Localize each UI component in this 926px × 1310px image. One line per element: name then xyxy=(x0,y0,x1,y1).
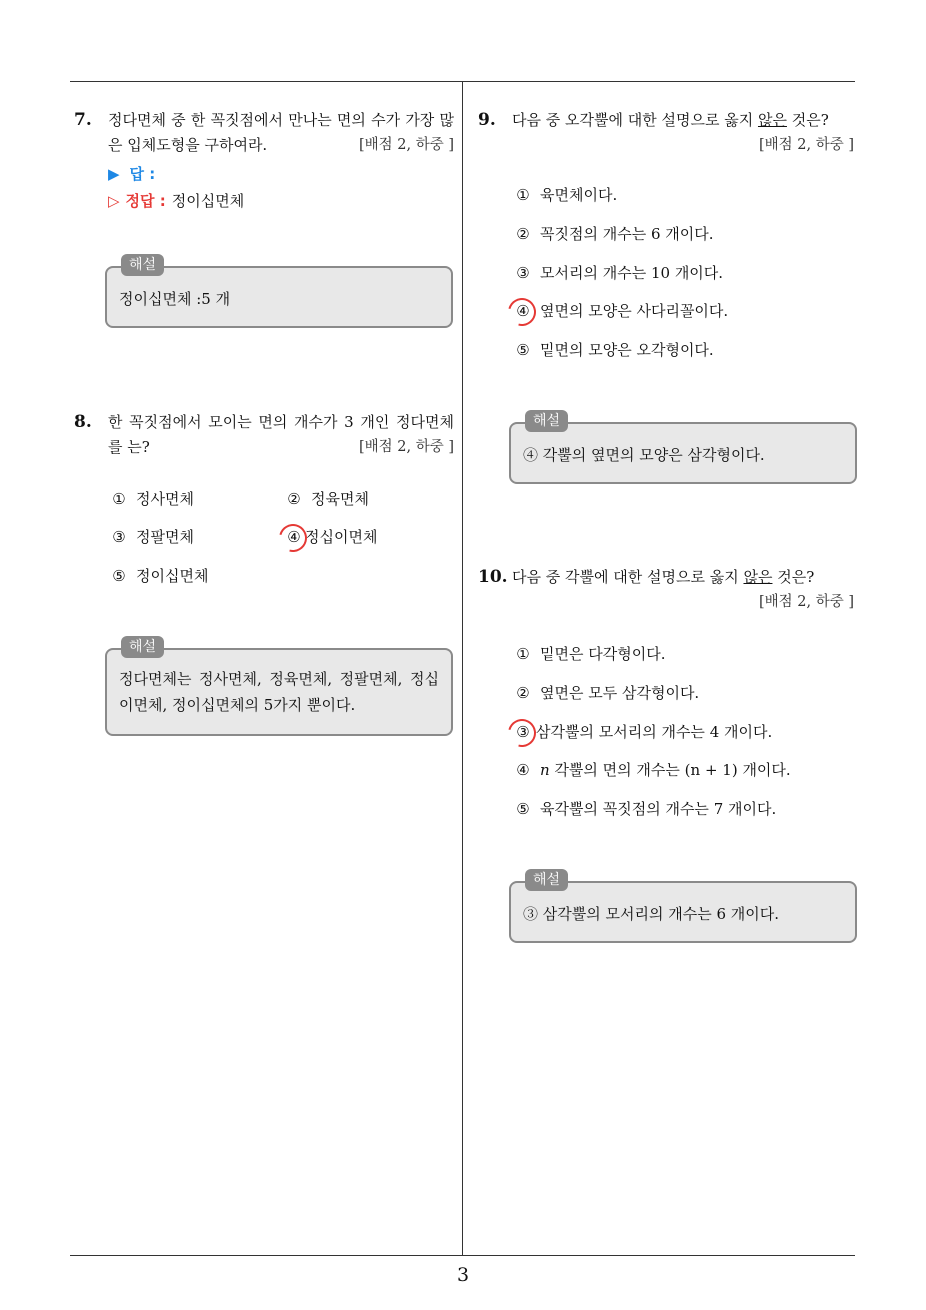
choice-number: ③ xyxy=(112,528,126,546)
answer-line xyxy=(108,162,155,186)
choice-text: 육각뿔의 꼭짓점의 개수는 7 개이다. xyxy=(540,800,777,818)
choice-text: 옆면은 모두 삼각형이다. xyxy=(540,684,700,702)
choice-number: ② xyxy=(516,684,530,702)
choice-3[interactable] xyxy=(512,261,723,285)
explanation-text: ④ 각뿔의 옆면의 모양은 삼각형이다. xyxy=(523,446,765,464)
question-meta: [배점 2, 하중 ] xyxy=(758,594,854,610)
answer-arrow-icon: ▶ xyxy=(108,165,120,183)
correct-value: 정이십면체 xyxy=(171,192,245,210)
choice-number: ⑤ xyxy=(516,800,530,818)
choice-number: ⑤ xyxy=(112,567,126,585)
explanation-box-8 xyxy=(105,639,453,736)
choice-2[interactable] xyxy=(283,487,369,511)
choice-text: 밑면의 모양은 오각형이다. xyxy=(540,341,714,359)
question-text xyxy=(512,108,854,133)
choice-1[interactable] xyxy=(512,183,617,207)
question-text-part: 다음 중 각뿔에 대한 설명으로 옳지 xyxy=(512,568,744,586)
explanation-tag: 해설 xyxy=(121,254,164,276)
bottom-rule xyxy=(70,1255,855,1256)
correct-arrow-icon: ▷ xyxy=(108,192,120,210)
choice-number: ② xyxy=(516,225,530,243)
choice-5[interactable] xyxy=(108,564,208,588)
question-text-underlined: 않은 xyxy=(757,111,787,129)
choice-text: 각뿔의 면의 개수는 (n + 1) 개이다. xyxy=(549,761,791,779)
question-number: 7. xyxy=(74,110,92,130)
correct-answer-line xyxy=(108,189,244,213)
question-8 xyxy=(74,410,454,460)
explanation-tag: 해설 xyxy=(525,869,568,891)
choice-4[interactable] xyxy=(283,525,377,549)
question-meta: [배점 2, 하중 ] xyxy=(758,137,854,153)
column-divider xyxy=(462,82,463,1256)
question-text-part: 것은? xyxy=(786,111,829,129)
question-text xyxy=(512,565,854,590)
choice-text: 정사면체 xyxy=(136,490,194,508)
explanation-box-7 xyxy=(105,257,453,328)
choice-3[interactable] xyxy=(108,525,194,549)
choice-number-marked: ③ xyxy=(512,720,534,744)
choice-text: 정이십면체 xyxy=(136,567,209,585)
choice-5[interactable] xyxy=(512,338,714,362)
choice-2[interactable] xyxy=(512,222,714,246)
choice-number: ② xyxy=(287,490,301,508)
choice-5[interactable] xyxy=(512,797,776,821)
choice-text: 정팔면체 xyxy=(136,528,194,546)
choice-text: 옆면의 모양은 사다리꼴이다. xyxy=(540,302,729,320)
question-text: 정다면체 중 한 꼭짓점에서 만나는 면의 수가 가장 많은 입체도형을 구하여라. xyxy=(108,111,454,154)
choice-number-marked: ④ xyxy=(512,299,534,323)
question-10 xyxy=(478,565,854,615)
choice-text: 모서리의 개수는 10 개이다. xyxy=(540,264,724,282)
question-number: 9. xyxy=(478,110,496,130)
explanation-tag: 해설 xyxy=(525,410,568,432)
choice-1[interactable] xyxy=(108,487,194,511)
question-text-part: 다음 중 오각뿔에 대한 설명으로 옳지 xyxy=(512,111,758,129)
question-text: 한 꼭짓점에서 모이는 면의 개수가 3 개인 정다면체를 는? xyxy=(108,413,454,456)
choice-number: ④ xyxy=(516,761,530,779)
question-meta: [배점 2, 하중 ] xyxy=(358,439,454,455)
explanation-text: ③ 삼각뿔의 모서리의 개수는 6 개이다. xyxy=(523,905,780,923)
question-number: 10. xyxy=(478,567,508,587)
choice-4[interactable] xyxy=(512,299,728,323)
choice-number: ⑤ xyxy=(516,341,530,359)
explanation-tag: 해설 xyxy=(121,636,164,658)
choice-variable: n xyxy=(540,761,550,779)
choice-number: ③ xyxy=(516,264,530,282)
question-meta: [배점 2, 하중 ] xyxy=(358,137,454,153)
choice-text: 정십이면체 xyxy=(305,528,378,546)
explanation-text: 정다면체는 정사면체, 정육면체, 정팔면체, 정십이면체, 정이십면체의 5가지 뿐이다. xyxy=(119,670,439,714)
choice-text: 삼각뿔의 모서리의 개수는 4 개이다. xyxy=(536,723,773,741)
question-text-underlined: 않은 xyxy=(743,568,773,586)
question-7 xyxy=(74,108,454,158)
choice-number: ① xyxy=(516,186,530,204)
choice-text: 꼭짓점의 개수는 6 개이다. xyxy=(540,225,714,243)
choice-text: 육면체이다. xyxy=(540,186,618,204)
question-text-part: 것은? xyxy=(772,568,815,586)
choice-text: 밑면은 다각형이다. xyxy=(540,645,666,663)
question-9 xyxy=(478,108,854,158)
choice-4[interactable] xyxy=(512,758,791,782)
choice-number-marked: ④ xyxy=(283,525,305,549)
choice-1[interactable] xyxy=(512,642,665,666)
choice-3[interactable] xyxy=(512,720,772,744)
choice-2[interactable] xyxy=(512,681,699,705)
choice-number: ① xyxy=(516,645,530,663)
correct-label: 정답 : xyxy=(125,192,166,210)
question-number: 8. xyxy=(74,412,92,432)
answer-label: 답 : xyxy=(129,165,156,183)
page-number: 3 xyxy=(456,1264,470,1286)
explanation-box-9 xyxy=(509,413,857,484)
choice-number: ① xyxy=(112,490,126,508)
explanation-box-10 xyxy=(509,872,857,943)
explanation-text: 정이십면체 :5 개 xyxy=(119,290,231,308)
choice-text: 정육면체 xyxy=(311,490,369,508)
